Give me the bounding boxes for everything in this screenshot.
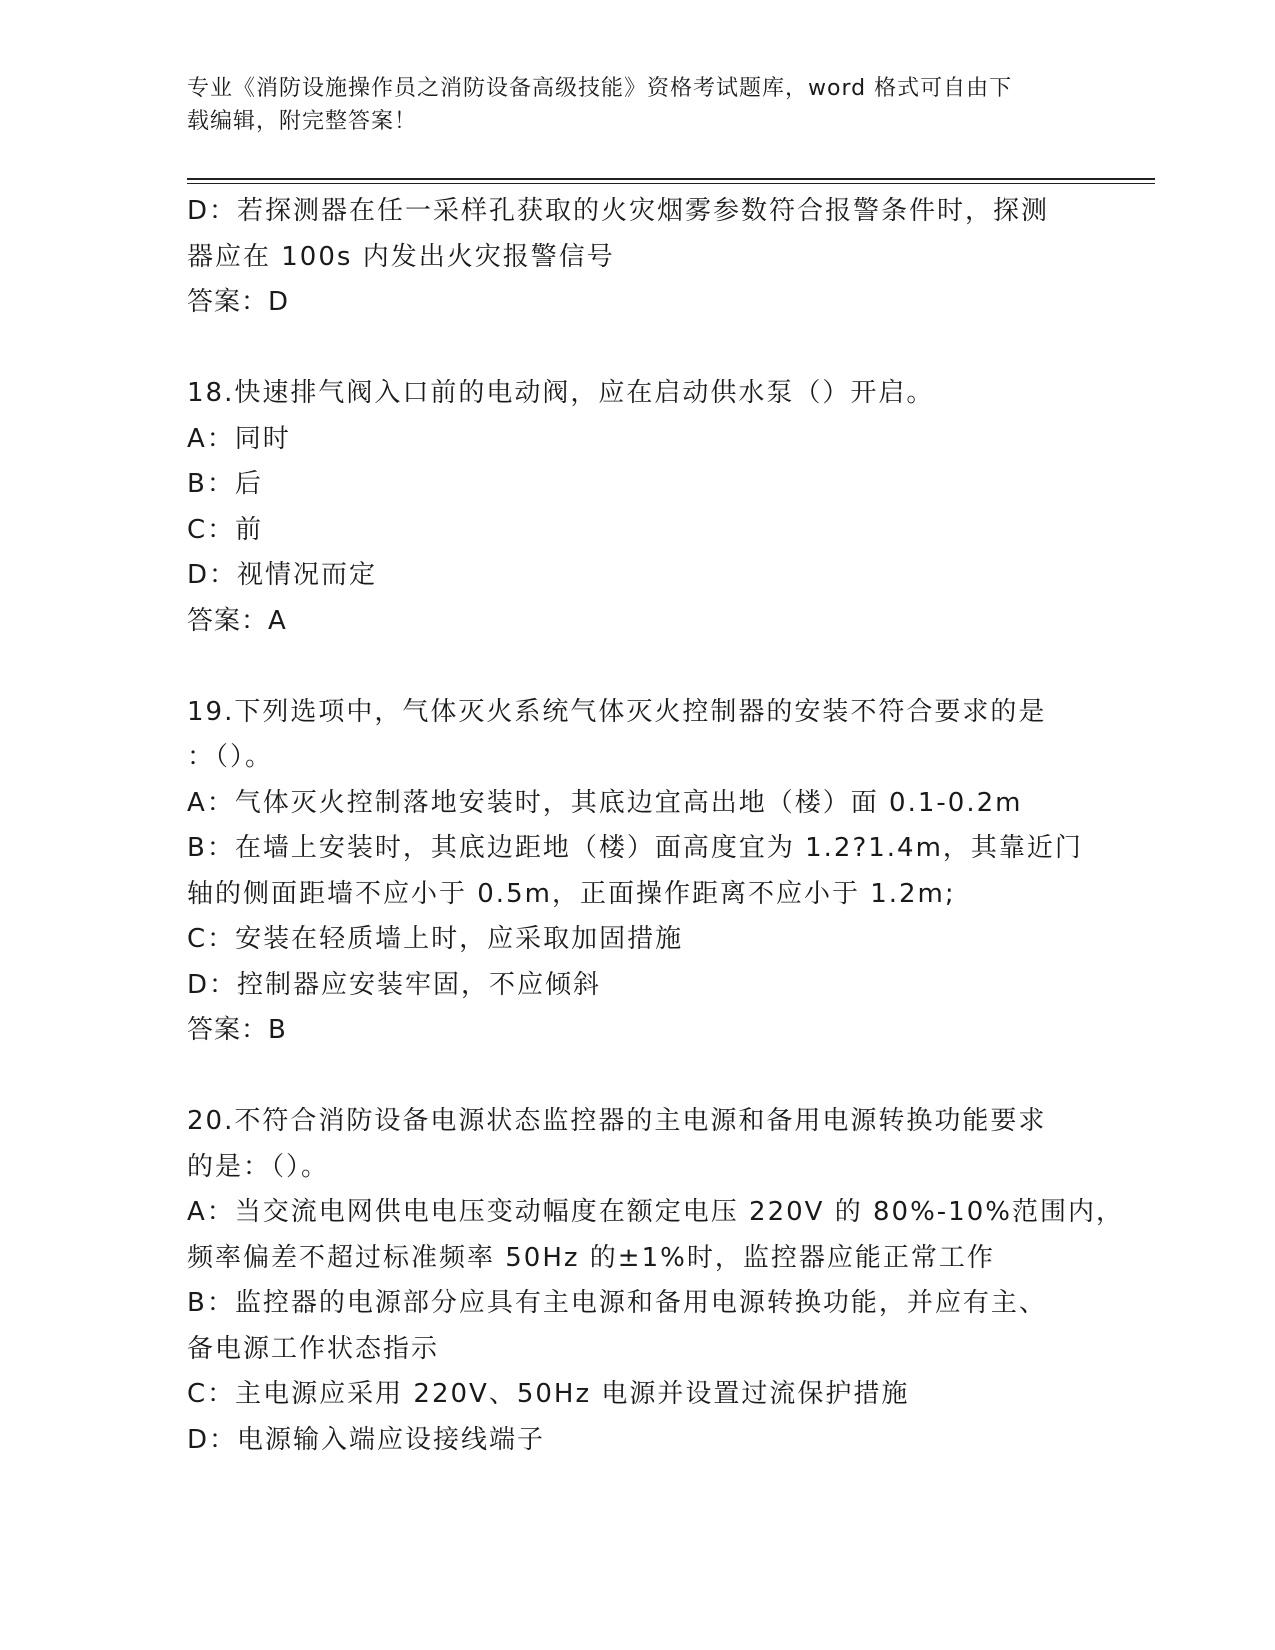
spacer: [187, 644, 1087, 690]
prev-option-d-line-1: D：若探测器在任一采样孔获取的火灾烟雾参数符合报警条件时，探测: [187, 196, 1050, 226]
q19-option-a: A：气体灭火控制落地安装时，其底边宜高出地（楼）面 0.1-0.2m: [187, 787, 1023, 818]
q19-option-b-line-1: B：在墙上安装时，其底边距地（楼）面高度宜为 1.2?1.4m，其靠近门: [187, 833, 1083, 863]
q19-option-c: C：安装在轻质墙上时，应采取加固措施: [187, 924, 684, 954]
header-divider-thick: [187, 178, 1155, 180]
header-line-2: 载编辑，附完整答案！: [187, 109, 418, 134]
prev-answer: 答案：D: [187, 287, 290, 317]
q20-option-d: D：电源输入端应设接线端子: [187, 1424, 546, 1455]
q20-option-b-line-2: 备电源工作状态指示: [187, 1333, 440, 1364]
prev-option-d-line-2: 器应在 100s 内发出火灾报警信号: [187, 241, 615, 272]
spacer: [187, 326, 1087, 372]
q19-option-b-line-2: 轴的侧面距墙不应小于 0.5m，正面操作距离不应小于 1.2m;: [187, 878, 956, 909]
q19-option-d: D：控制器应安装牢固，不应倾斜: [187, 969, 602, 1000]
q19-stem-line-1: 19.下列选项中，气体灭火系统气体灭火控制器的安装不符合要求的是: [187, 696, 1047, 727]
q18-answer: 答案：A: [187, 605, 287, 636]
q20-stem-line-2: 的是：（）。: [187, 1151, 330, 1182]
q18-stem: 18.快速排气阀入口前的电动阀，应在启动供水泵（）开启。: [187, 378, 935, 408]
q19-answer: 答案：B: [187, 1015, 287, 1045]
q20-option-a-line-2: 频率偏差不超过标准频率 50Hz 的±1%时，监控器应能正常工作: [187, 1242, 995, 1273]
q20-stem-line-1: 20.不符合消防设备电源状态监控器的主电源和备用电源转换功能要求: [187, 1106, 1047, 1136]
q18-option-d: D：视情况而定: [187, 560, 378, 590]
q19-stem-line-2: ：（）。: [187, 742, 274, 772]
question-content: [187, 189, 1124, 1463]
spacer: [187, 1054, 1087, 1100]
document-header: [187, 72, 1087, 138]
header-divider-thin: [187, 183, 1155, 184]
q20-option-a-line-1: A：当交流电网供电电压变动幅度在额定电压 220V 的 80%-10%范围内，: [187, 1197, 1124, 1227]
q20-option-c: C：主电源应采用 220V、50Hz 电源并设置过流保护措施: [187, 1379, 910, 1409]
q18-option-b: B：后: [187, 469, 263, 499]
q18-option-c: C：前: [187, 514, 264, 545]
q18-option-a: A：同时: [187, 423, 291, 454]
q20-option-b-line-1: B：监控器的电源部分应具有主电源和备用电源转换功能，并应有主、: [187, 1288, 1047, 1318]
header-line-1: 专业《消防设施操作员之消防设备高级技能》资格考试题库，word 格式可自由下: [187, 76, 1013, 101]
